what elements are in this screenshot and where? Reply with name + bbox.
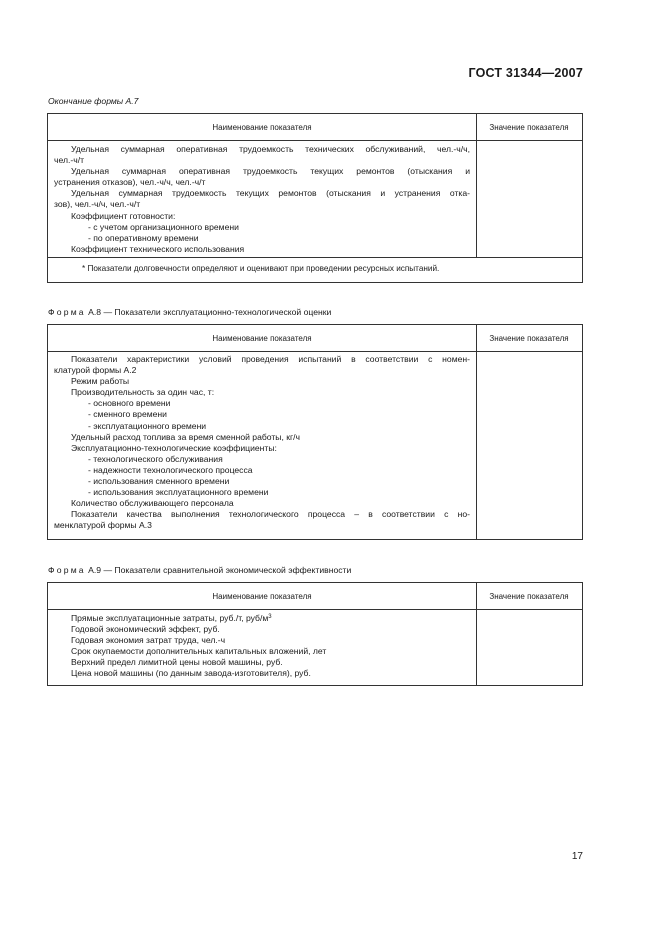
table-a7-col-value-header: Значение показателя [489,122,569,132]
table-row-text: Прямые эксплуатационные затраты, руб./т, руб/м [71,613,269,623]
table-row: - надежности технологического процесса [88,464,253,475]
table-a8-header-row [48,325,582,352]
table-row: Коэффициент готовности: [71,210,176,221]
table-row: - технологического обслуживания [88,453,223,464]
table-a7 [47,113,583,283]
table-row: Показатели качества выполнения технологического процесса – в соответствии с но- [71,509,470,520]
table-row [54,613,470,624]
table-row: Годовая экономия затрат труда, чел.-ч [71,635,226,646]
document-code: ГОСТ 31344—2007 [468,66,583,80]
table-row: Показатели характеристики условий проведения испытаний в соответствии с номен- [71,354,470,364]
page-number: 17 [571,851,583,862]
table-a8-column-divider [476,325,477,539]
table-a9-caption-text: А.9 — Показатели сравнительной экономической эффективности [85,565,352,575]
table-a8-body [54,354,470,532]
table-row: - основного времени [88,398,171,409]
table-row: Режим работы [71,376,130,387]
table-row: Удельная суммарная оперативная трудоемкость технических обслуживаний, чел.-ч/ч, [71,144,470,154]
table-a9-caption [48,565,351,575]
table-row: чел.-ч/т [54,155,85,166]
table-row: Эксплуатационно-технологические коэффициенты: [71,442,277,453]
table-a7-column-divider [476,114,477,258]
table-a7-header-row [48,114,582,141]
table-a8-caption-text: А.8 — Показатели эксплуатационно-технологической оценки [85,307,332,317]
table-row: - использования эксплуатационного времени [88,487,269,498]
table-row: Удельная суммарная оперативная трудоемкость текущих ремонтов (отыскания и [71,166,470,177]
table-row: устранения отказов), чел.-ч/ч, чел.-ч/т [54,177,206,188]
table-row: Количество обслуживающего персонала [71,498,234,509]
table-a8 [47,324,583,540]
table-row: Срок окупаемости дополнительных капитальных вложений, лет [71,646,327,657]
table-a9-header-row [48,583,582,610]
table-row: Годовой экономический эффект, руб. [71,624,220,635]
table-row: Удельный расход топлива за время сменной работы, кг/ч [71,431,301,442]
table-a8-col-value-header: Значение показателя [489,333,569,343]
table-row: клатурой формы А.2 [54,365,137,376]
form-word: Форма [48,307,86,317]
table-a9-body [54,613,470,680]
table-a7-caption: Окончание формы А.7 [48,96,139,106]
table-a9 [47,582,583,686]
table-row: Цена новой машины (по данным завода-изготовителя), руб. [71,668,311,679]
superscript-exponent: 3 [268,614,272,620]
table-row: зов), чел.-ч/ч, чел.-ч/т [54,199,141,210]
table-row: - с учетом организационного времени [88,221,239,232]
table-row: - использования сменного времени [88,476,230,487]
table-row: - эксплуатационного времени [88,420,207,431]
table-a9-column-divider [476,583,477,685]
table-row: Удельная суммарная трудоемкость текущих ремонтов (отыскания и устранения отка- [71,188,470,199]
table-row: Коэффициент технического использования [71,243,245,254]
table-row: - сменного времени [88,409,167,420]
form-word: Форма [48,565,86,575]
table-a9-col-value-header: Значение показателя [489,591,569,601]
table-a7-footnote: * Показатели долговечности определяют и оценивают при проведении ресурсных испытаний. [82,264,440,273]
table-a9-col-name-header: Наименование показателя [212,591,312,601]
table-a7-footnote-row [48,257,582,282]
table-row: менклатурой формы А.3 [54,520,152,531]
table-row: - по оперативному времени [88,232,199,243]
table-a8-caption [48,307,331,317]
table-row: Верхний предел лимитной цены новой машины, руб. [71,657,283,668]
table-row: Производительность за один час, т: [71,387,215,398]
table-a7-col-name-header: Наименование показателя [212,122,312,132]
table-a7-body [54,144,470,255]
table-a8-col-name-header: Наименование показателя [212,333,312,343]
